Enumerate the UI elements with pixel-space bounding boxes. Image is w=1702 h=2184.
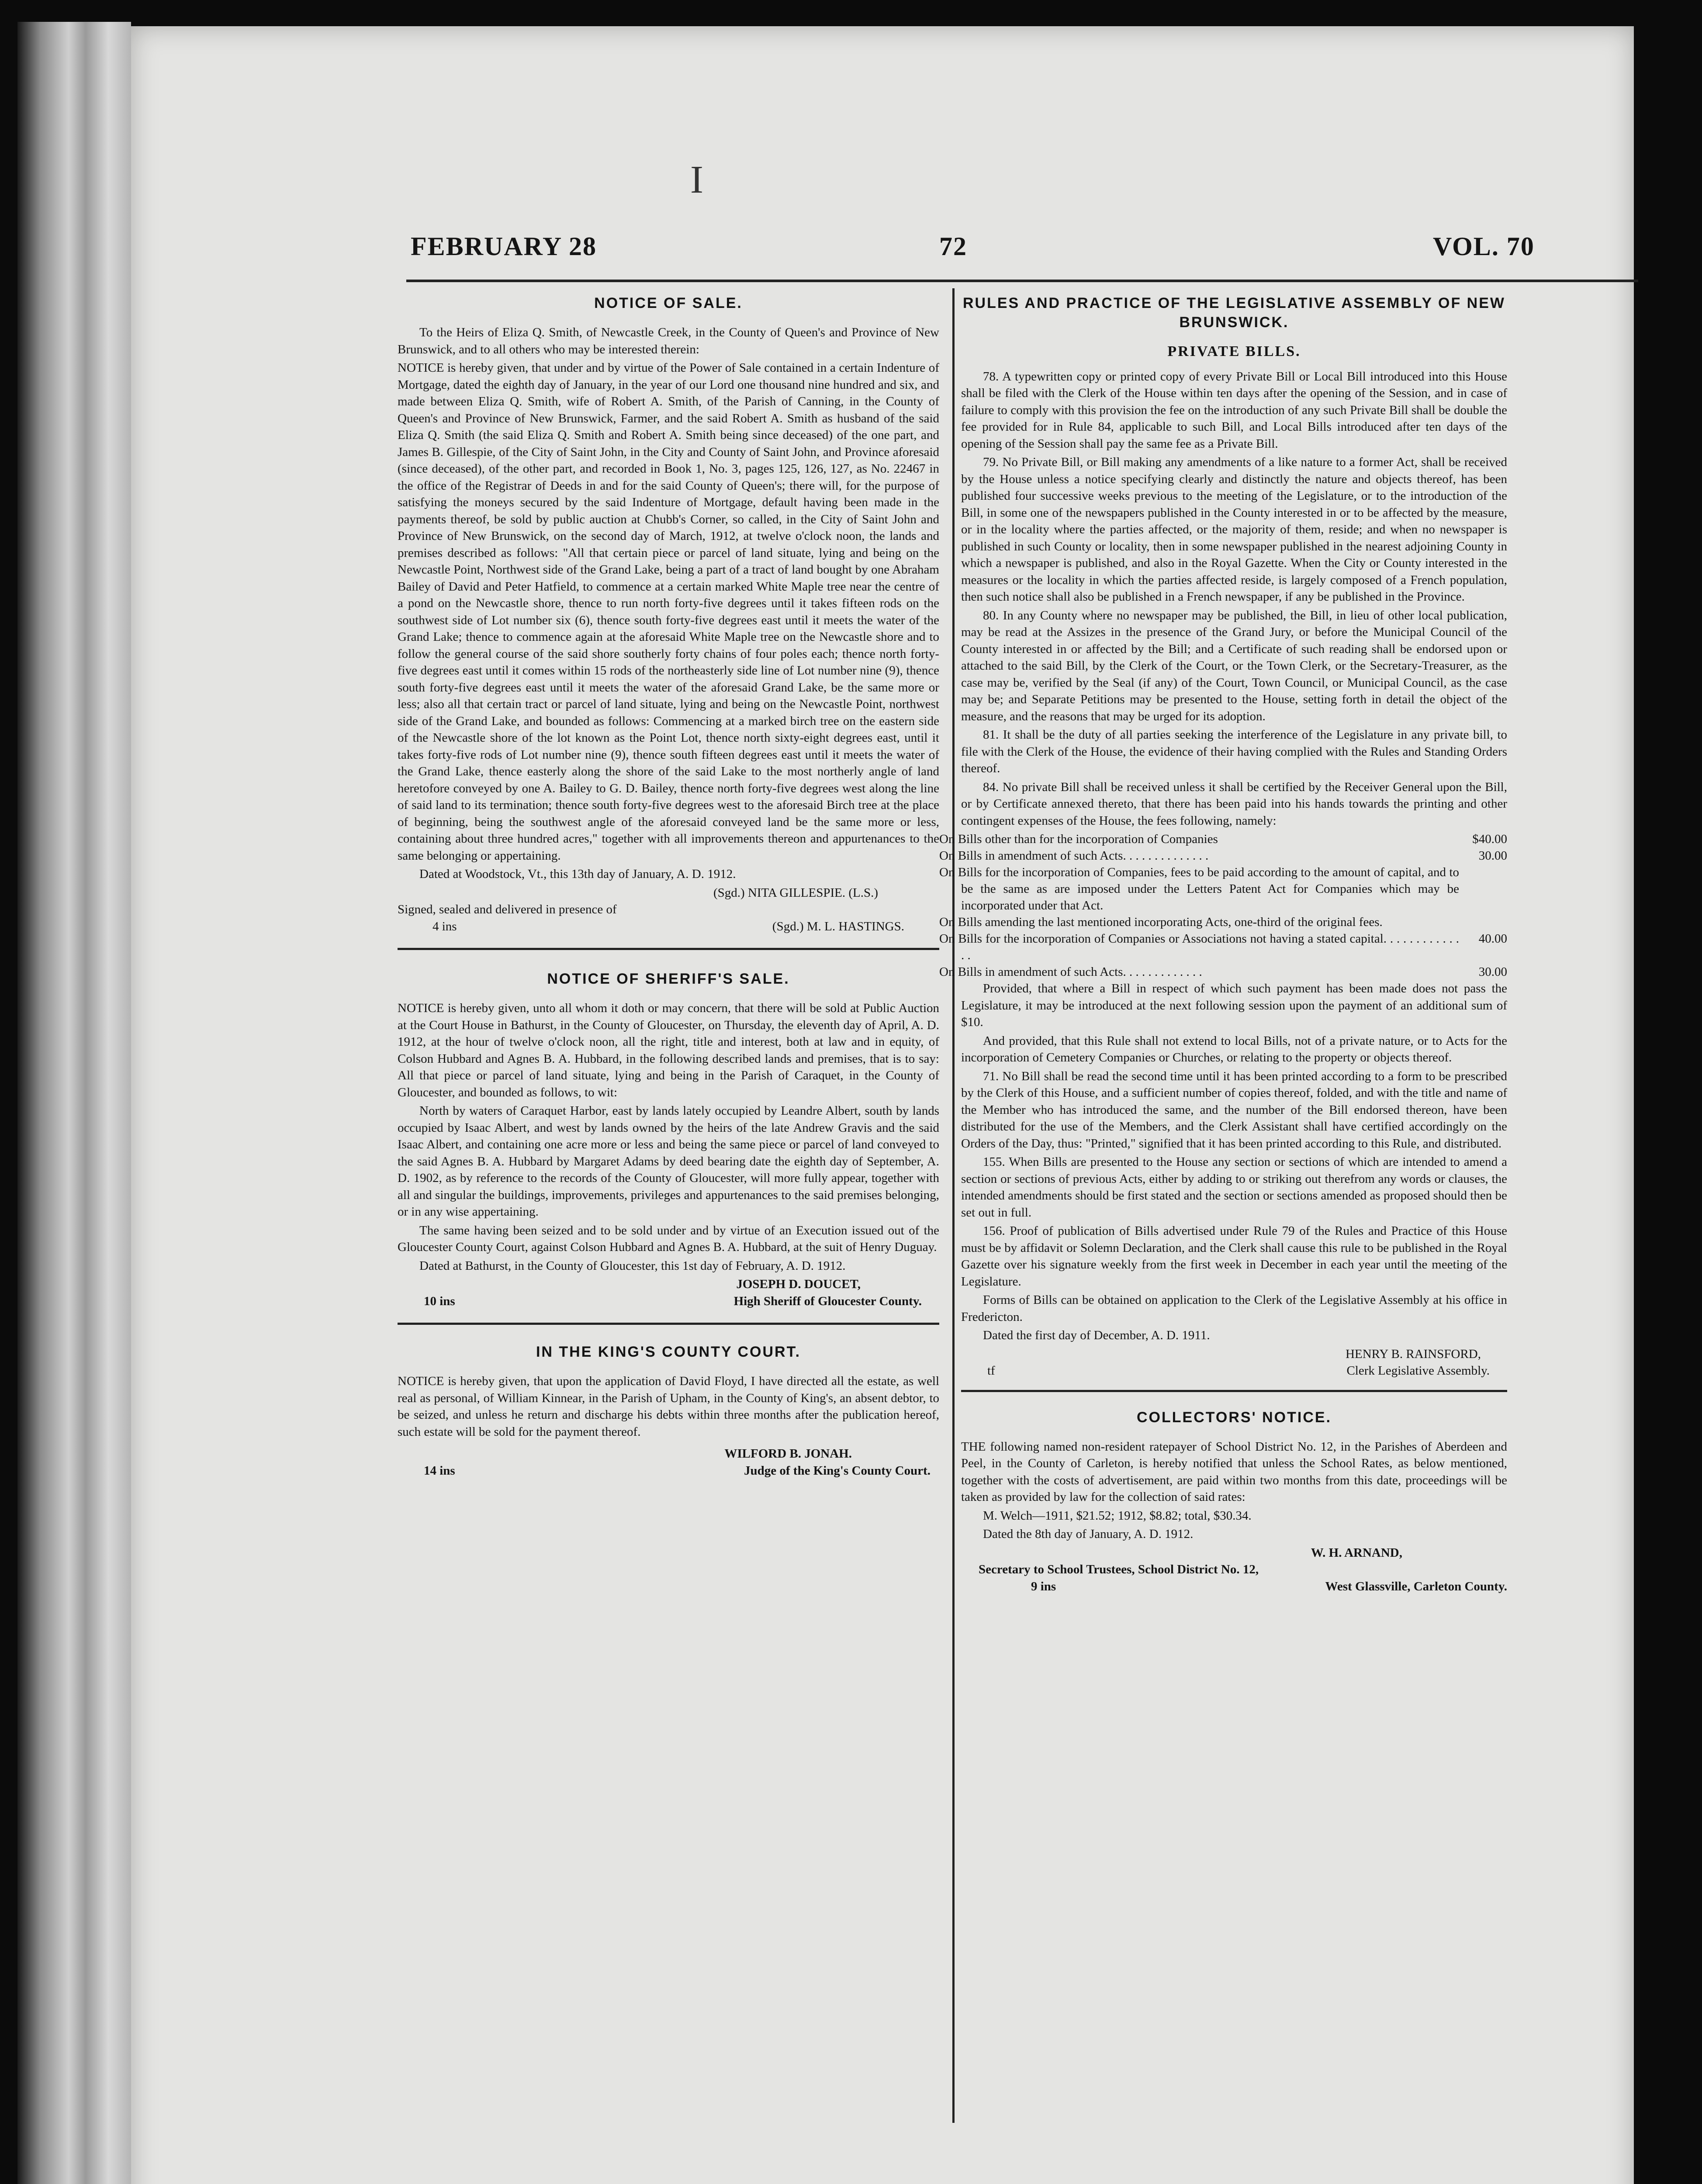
sheriffs-sale-role: High Sheriff of Gloucester County.: [733, 1294, 922, 1308]
fee-row: [961, 914, 1507, 930]
fee-row: [961, 930, 1507, 964]
kings-county-court-notice: [398, 1342, 939, 1479]
notice-of-sale-address: To the Heirs of Eliza Q. Smith, of Newcastle Creek, in the County of Queen's and Province of New Brunswick, and to all others who may be interested therein:: [398, 325, 939, 356]
sheriffs-sale-signer: JOSEPH D. DOUCET,: [736, 1277, 861, 1291]
fee-description: On Bills in amendment of such Acts. . . . . . . . . . . . .: [939, 965, 1202, 979]
collectors-signer: W. H. ARNAND,: [1311, 1545, 1402, 1560]
fee-description: On Bills for the incorporation of Companies, fees to be paid according to the amount of capital, and to be the same as are imposed under the Letters Patent Act for Companies which may be incorporated under that Act.: [939, 865, 1459, 912]
fee-amount: 30.00: [1478, 965, 1507, 979]
rules-insertions: tf: [987, 1364, 995, 1378]
collectors-body: THE following named non-resident ratepayer of School District No. 12, in the Parishes of Aberdeen and Peel, in the County of Carleton, is hereby notified that unless the School Rates, as below mentioned, together with the costs of advertisement, are paid within two months from this date, proceedings will be taken as provided by law for the collection of said rates:: [961, 1439, 1507, 1504]
rule-84-proviso-2: And provided, that this Rule shall not extend to local Bills, not of a private nature, or to Acts for the incorporation of Cemetery Companies or Churches, or relating to the property or objects thereof.: [961, 1033, 1507, 1064]
right-column: [939, 294, 1507, 1595]
sheriffs-sale-insertions: 10 ins: [424, 1294, 455, 1308]
book-page-edges: [17, 22, 131, 2184]
sheriffs-sale-body-2: North by waters of Caraquet Harbor, east by lands lately occupied by Leandre Albert, south by lands occupied by Isaac Albert, and west by lands owned by the heirs of the late Andrew Gravis and the said Isaac Albert, and containing one acre more or less and being the same piece or parcel of land conveyed to the said Agnes B. A. Hubbard by Margaret Adams by deed bearing date the eighth day of September, A. D. 1902, as by reference to the records of the County of Gloucester, will more fully appear, together with all and singular the buildings, improvements, privileges and appurtenances to the said premises belonging, or in any wise appertaining.: [398, 1104, 939, 1219]
notice-of-sheriffs-sale: [398, 969, 939, 1310]
left-column: [398, 294, 939, 1479]
collectors-entry: M. Welch—1911, $21.52; 1912, $8.82; total, $30.34.: [983, 1508, 1252, 1523]
section-rule: [398, 948, 939, 950]
sheriffs-sale-dated: Dated at Bathurst, in the County of Gloucester, this 1st day of February, A. D. 1912.: [419, 1258, 846, 1273]
sheriffs-sale-body-1: NOTICE is hereby given, unto all whom it doth or may concern, that there will be sold at Public Auction at the Court House in Bathurst, in the County of Gloucester, on Thursday, the eleventh day of April, A. D. 1912, at the hour of twelve o'clock noon, all the right, title and interest, both at law and in equity, of Colson Hubbard and Agnes B. A. Hubbard, in the following described lands and premises, that is to say: All that piece or parcel of land situate, lying and being in the Parish of Caraquet, in the County of Gloucester, and bounded as follows, to wit:: [398, 1001, 939, 1099]
collectors-insertions: 9 ins: [1031, 1579, 1056, 1593]
rules-role: Clerk Legislative Assembly.: [1346, 1364, 1490, 1378]
collectors-role: Secretary to School Trustees, School District No. 12,: [979, 1562, 1259, 1576]
fee-row: [961, 964, 1507, 980]
top-mark: I: [690, 158, 703, 201]
header-date: FEBRUARY 28: [411, 232, 597, 261]
fee-description: On Bills amending the last mentioned incorporating Acts, one-third of the original fees.: [939, 915, 1383, 929]
rule-84: 84. No private Bill shall be received unless it shall be certified by the Receiver General upon the Bill, or by Certificate annexed thereto, that there has been paid into his hands towards the printing and other contingent expenses of the House, the fees following, namely:: [961, 780, 1507, 828]
sheriffs-sale-body-3: The same having been seized and to be sold under and by virtue of an Execution issued out of the Gloucester County Court, against Colson Hubbard and Agnes B. A. Hubbard, at the suit of Henry Duguay.: [398, 1223, 939, 1254]
rule-84-proviso-1: Provided, that where a Bill in respect of which such payment has been made does not pass the Legislature, it may be introduced at the next following session upon the payment of an additional sum of $10.: [961, 981, 1507, 1029]
collectors-notice: [961, 1408, 1507, 1595]
kings-court-body: NOTICE is hereby given, that upon the application of David Floyd, I have directed all the estate, as well real as personal, of William Kinnear, in the Parish of Upham, in the County of King's, an absent debtor, to be seized, and unless he return and discharge his debts within three months after the publication hereof, such estate will be sold for the payment thereof.: [398, 1374, 939, 1439]
rule-80: 80. In any County where no newspaper may be published, the Bill, in lieu of other local publication, may be read at the Assizes in the presence of the Grand Jury, or before the Municipal Council of the County interested in or affected by the Bill; and a Certificate of such reading shall be endorsed upon or attached to the said Bill, by the Clerk of the Court, or the Town Clerk, or the Secretary-Treasurer, as the case may be, verified by the Seal (if any) of the Court, Town Council, or Municipal Council, as the case may be; and Separate Petitions may be presented to the House, setting forth in detail the object of the measure, and the reasons that may be urged for its adoption.: [961, 608, 1507, 723]
fee-description: On Bills in amendment of such Acts. . . . . . . . . . . . . .: [939, 849, 1209, 863]
sheriffs-sale-title: NOTICE OF SHERIFF'S SALE.: [547, 971, 790, 987]
fee-row: [961, 847, 1507, 864]
rule-79: 79. No Private Bill, or Bill making any amendments of a like nature to a former Act, shall be received by the House unless a notice specifying clearly and distinctly the nature and objects thereof, has been published four successive weeks previous to the meeting of the Legislature, or to the introduction of the Bill, in some one of the newspapers published in the County interested in or to be affected by the measure, or in the locality where the parties affected, or the majority of them, reside; and when no newspaper is published in such County or locality, then in some newspaper published in the nearest adjoining County in which a newspaper is published, and also in the Royal Gazette. When the City or County interested in the measures or the locality in which the parties affected reside, is largely composed of a French population, then such notice shall also be published in a French newspaper, if any be published in the Province.: [961, 455, 1507, 604]
notice-of-sale-signer: (Sgd.) NITA GILLESPIE. (L.S.): [713, 885, 878, 900]
rules-and-practice: [939, 294, 1507, 1379]
sheriffs-sale-signature-row: [398, 1293, 939, 1310]
collectors-signature-row: [961, 1578, 1507, 1595]
notice-of-sale-body: NOTICE is hereby given, that under and by virtue of the Power of Sale contained in a certain Indenture of Mortgage, dated the eighth day of January, in the year of our Lord one thousand nine hundred and six, and made between Eliza Q. Smith, wife of Robert A. Smith, of the Parish of Canning, in the County of Queen's and Province of New Brunswick, Farmer, and the said Robert A. Smith as husband of the said Eliza Q. Smith (the said Eliza Q. Smith and Robert A. Smith being since deceased) of the one part, and James B. Gillespie, of the City of Saint John, in the City and County of Saint John, and Province aforesaid (since deceased), of the other part, and recorded in Book 1, No. 3, pages 125, 126, 127, as No. 22467 in the office of the Registrar of Deeds in and for the said County of Queen's; there will, for the purpose of satisfying the moneys secured by the said Indenture of Mortgage, default having been made in the payments thereof, be sold by public auction at Chubb's Corner, so called, in the City of Saint John and Province of New Brunswick, on the second day of March, 1912, at twelve o'clock noon, the lands and premises described as follows: "All that certain piece or parcel of land situate, lying and being on the Newcastle Point, Northwest side of the Grand Lake, being a part of a tract of land bought by one Abraham Bailey of David and Peter Hatfield, to commence at a certain marked White Maple tree near the centre of a pond on the Newcastle shore, thence to run north forty-five degrees until it takes fifteen rods on the southwest side of Lot number six (6), thence south forty-five degrees east until it meets the water of the Grand Lake; thence to commence again at the aforesaid White Maple tree on the Newcastle shore and to follow the general course of the said shore southerly forty chains of four poles each; thence north forty-five degrees east until it comes within 15 rods of the northeasterly side line of Lot number nine (9), thence south forty-five degrees east until it meets the water of the aforesaid Grand Lake, be the same more or less; also all that certain tract or parcel of land situate, lying and being on the Newcastle Point, northwest side of the Grand Lake, and bounded as follows: Commencing at a marked birch tree on the eastern side of the Newcastle shore of the lot known as the Point Lot, thence north sixty-eight degrees east, until it takes forty-five rods of Lot number nine (9), thence south fifteen degrees east until it meets the water of the Grand Lake, thence easterly along the shore of the said Lake to the most northerly angle of land heretofore conveyed by one A. Bailey to G. D. Bailey, thence north forty-five degrees west along the line of said land to its termination; thence south forty-five degrees west to the aforesaid Birch tree at the place of beginning, being the southwest angle of the aforesaid conveyed land be the same more or less, containing about three hundred acres," together with all improvements thereon and appurtenances to the same belonging or appertaining.: [398, 361, 939, 863]
notice-of-sale: [398, 294, 939, 935]
rule-155: 155. When Bills are presented to the House any section or sections of which are intended to amend a section or sections of previous Acts, either by adding to or striking out therefrom any words or clauses, the intended amendments should be first stated and the section or sections amended as proposed should then be set out in full.: [961, 1155, 1507, 1220]
fee-amount: [1459, 864, 1507, 914]
fees-table: [939, 831, 1507, 980]
rule-78: 78. A typewritten copy or printed copy of every Private Bill or Local Bill introduced into this House shall be filed with the Clerk of the House within ten days after the opening of the Session, and in case of failure to comply with this provision the fee on the introduction of any such Private Bill shall be double the fee provided for in Rule 84, applicable to such Bill, and Local Bills introduced after ten days of the opening of the Session shall pay the same fee as a Private Bill.: [961, 369, 1507, 451]
fee-amount: [1459, 914, 1507, 930]
fee-amount: 30.00: [1478, 849, 1507, 863]
notice-of-sale-insertions: 4 ins: [432, 919, 457, 933]
section-rule: [961, 1390, 1507, 1392]
rule-81: 81. It shall be the duty of all parties seeking the interference of the Legislature in any private bill, to file with the Clerk of the House, the evidence of their having complied with the Rules and Standing Orders thereof.: [961, 728, 1507, 775]
header-page-number: 72: [939, 232, 967, 261]
notice-of-sale-signature-row: [398, 918, 939, 935]
rule-71: 71. No Bill shall be read the second time until it has been printed according to a form to be prescribed by the Clerk of this House, and a sufficient number of copies thereof, folded, and with the title and name of the Member who has introduced the same, and the number of the Bill endorsed thereon, have been distributed for the use of the Members, and the Clerk Assistant shall have certified accordingly on the Orders of the Day, thus: "Printed," signified that it has been printed according to this Rule, and distributed.: [961, 1069, 1507, 1151]
kings-court-signer: WILFORD B. JONAH.: [724, 1447, 852, 1461]
kings-court-signature-row: [398, 1462, 939, 1479]
rules-forms-note: Forms of Bills can be obtained on application to the Clerk of the Legislative Assembly at his office in Fredericton.: [961, 1293, 1507, 1324]
column-divider: [952, 288, 955, 2123]
newspaper-page: [131, 26, 1634, 2184]
collectors-dated: Dated the 8th day of January, A. D. 1912.: [983, 1527, 1193, 1541]
header-volume: VOL. 70: [1433, 232, 1535, 261]
notice-of-sale-witness: (Sgd.) M. L. HASTINGS.: [772, 919, 904, 933]
rules-signer: HENRY B. RAINSFORD,: [1346, 1347, 1481, 1361]
rules-title: RULES AND PRACTICE OF THE LEGISLATIVE ASSEMBLY OF NEW BRUNSWICK.: [962, 295, 1506, 331]
notice-of-sale-dated: Dated at Woodstock, Vt., this 13th day of January, A. D. 1912.: [419, 867, 736, 881]
rule-156: 156. Proof of publication of Bills advertised under Rule 79 of the Rules and Practice of this House must be by affidavit or Solemn Declaration, and the Clerk shall cause this rule to be published in the Royal Gazette over his signature weekly from the first week in December in each year until the meeting of the Legislature.: [961, 1224, 1507, 1289]
fee-amount: $40.00: [1472, 832, 1507, 846]
kings-court-role: Judge of the King's County Court.: [744, 1463, 931, 1478]
fee-amount: 40.00: [1478, 932, 1507, 946]
collectors-place: West Glassville, Carleton County.: [1325, 1579, 1507, 1593]
rules-dated: Dated the first day of December, A. D. 1911.: [983, 1328, 1210, 1342]
rules-subtitle: PRIVATE BILLS.: [1167, 343, 1301, 359]
fee-description: On Bills other than for the incorporation of Companies: [939, 832, 1218, 846]
collectors-title: COLLECTORS' NOTICE.: [1136, 1409, 1332, 1426]
kings-court-title: IN THE KING'S COUNTY COURT.: [536, 1344, 801, 1360]
header-rule: [406, 280, 1638, 282]
rules-signature-row: [961, 1362, 1507, 1379]
notice-of-sale-title: NOTICE OF SALE.: [594, 295, 743, 311]
kings-court-insertions: 14 ins: [424, 1463, 455, 1478]
notice-of-sale-witness-line: Signed, sealed and delivered in presence of: [398, 902, 617, 916]
fee-description: On Bills for the incorporation of Companies or Associations not having a stated capital. . . . . . . . . . . . . .: [939, 932, 1459, 962]
fee-row: [961, 864, 1507, 914]
section-rule: [398, 1323, 939, 1325]
fee-row: [961, 831, 1507, 847]
